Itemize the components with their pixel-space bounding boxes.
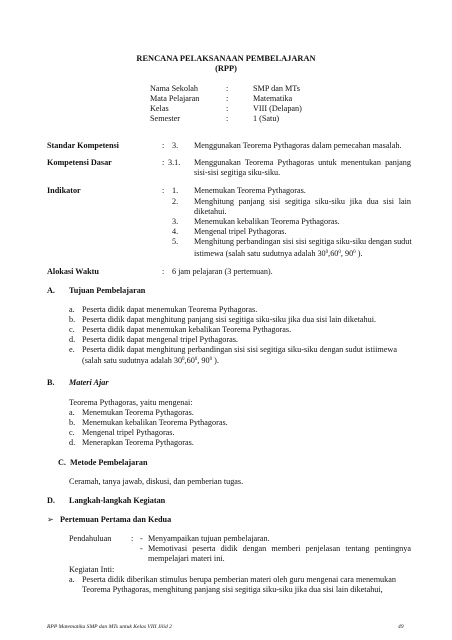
dasar-text-line2: sisi-sisi segitiga siku-siku. — [194, 168, 281, 177]
identity-label: Mata Pelajaran — [150, 94, 200, 103]
pendahuluan-sep: : — [131, 534, 134, 543]
section-c-letter: C. — [58, 458, 66, 467]
list-marker: b. — [69, 315, 76, 324]
section-d-letter: D. — [47, 496, 55, 505]
list-item: Menerapkan Teorema Pythagoras. — [82, 438, 194, 447]
list-item: Menemukan kebalikan Teorema Pythagoras. — [82, 418, 228, 427]
list-item: Menemukan Teorema Pythagoras. — [82, 408, 194, 417]
list-marker: b. — [69, 418, 76, 427]
kegiatan-inti-label: Kegiatan Inti: — [69, 565, 115, 574]
list-item: Peserta didik dapat menemukan kebalikan Teorema Pythagoras. — [82, 325, 292, 334]
list-marker: e. — [69, 345, 75, 354]
section-b-letter: B. — [47, 378, 55, 387]
dash-marker: - — [140, 534, 143, 543]
indikator-item: Mengenal tripel Pythagoras. — [194, 227, 287, 236]
list-marker: a. — [69, 575, 75, 584]
dasar-num: 3.1. — [168, 158, 181, 167]
indikator-num: 5. — [172, 237, 179, 246]
pendahuluan-label: Pendahuluan — [69, 534, 112, 543]
section-d-title: Langkah-langkah Kegiatan — [69, 496, 166, 505]
list-marker: c. — [69, 325, 75, 334]
identity-sep: : — [226, 104, 229, 113]
section-c-text: Ceramah, tanya jawab, diskusi, dan pemberian tugas. — [69, 477, 244, 486]
dasar-text-line1: Menggunakan Teorema Pythagoras untuk menentukan panjang — [194, 158, 411, 167]
pendahuluan-item: Memotivasi peserta didik dengan memberi penjelasan tentang pentingnya — [148, 544, 411, 553]
indikator-sep: : — [162, 186, 165, 195]
document-subtitle: (RPP) — [215, 64, 237, 73]
indikator-num: 4. — [172, 227, 179, 236]
section-b-intro: Teorema Pythagoras, yaitu mengenai: — [69, 398, 193, 407]
indikator-item: Menghitung perbandingan sisi sisi segitiga siku-siku dengan sudut — [194, 237, 412, 246]
pendahuluan-item-cont: mempelajari materi ini. — [148, 554, 225, 563]
document-title: RENCANA PELAKSANAAN PEMBELAJARAN — [136, 54, 316, 63]
page-number: 49 — [398, 624, 404, 630]
list-item: Mengenal tripel Pythagoras. — [82, 428, 175, 437]
alokasi-text: 6 jam pelajaran (3 pertemuan). — [172, 267, 273, 276]
indikator-label: Indikator — [47, 186, 81, 195]
list-marker: d. — [69, 438, 76, 447]
indikator-item-cont: diketahui. — [194, 207, 227, 216]
identity-sep: : — [226, 84, 229, 93]
standar-num: 3. — [172, 141, 179, 150]
dash-marker: - — [140, 544, 143, 553]
identity-label: Kelas — [150, 104, 169, 113]
indikator-item-cont: istimewa (salah satu sudutnya adalah $30^0,60^0$, $90^0$ ). — [194, 249, 363, 258]
list-marker: c. — [69, 428, 75, 437]
list-item: Peserta didik dapat menghitung perbandingan sisi sisi segitiga siku-siku dengan sudut istiimewa — [82, 345, 397, 354]
identity-value: Matematika — [253, 94, 293, 103]
standar-text: Menggunakan Teorema Pythagoras dalam pemecahan masalah. — [194, 141, 402, 150]
indikator-num: 1. — [172, 186, 179, 195]
identity-label: Semester — [150, 114, 181, 123]
section-a-title: Tujuan Pembelajaran — [69, 286, 146, 295]
list-marker: a. — [69, 408, 75, 417]
identity-sep: : — [226, 94, 229, 103]
section-b-title: Materi Ajar — [69, 378, 109, 387]
arrow-bullet-icon: ➢ — [47, 515, 54, 524]
identity-value: VIII (Delapan) — [253, 104, 302, 113]
alokasi-sep: : — [162, 267, 165, 276]
section-c-title: Metode Pembelajaran — [70, 458, 148, 467]
identity-label: Nama Sekolah — [150, 84, 198, 93]
indikator-item: Menemukan kebalikan Teorema Pythagoras. — [194, 217, 340, 226]
standar-kompetensi-label: Standar Kompetensi — [47, 141, 119, 150]
pertemuan-title: Pertemuan Pertama dan Kedua — [60, 515, 172, 524]
list-item: Peserta didik dapat mengenal tripel Pythagoras. — [82, 335, 238, 344]
indikator-num: 2. — [172, 197, 179, 206]
list-item-cont: (salah satu sudutnya adalah $30^0,60^0$, $90^0$ ). — [82, 356, 219, 365]
identity-sep: : — [226, 114, 229, 123]
kegiatan-inti-line2: Teorema Pythagoras, menghitung panjang sisi segitiga siku-siku jika dua sisi lain diketahui, — [82, 585, 383, 594]
alokasi-waktu-label: Alokasi Waktu — [47, 267, 99, 276]
kegiatan-inti-line1: Peserta didik diberikan stimulus berupa pemberian materi oleh guru mengenai cara menemukan — [82, 575, 396, 584]
list-marker: a. — [69, 305, 75, 314]
indikator-item: Menemukan Teorema Pythagoras. — [194, 186, 306, 195]
identity-value: SMP dan MTs — [253, 84, 300, 93]
indikator-num: 3. — [172, 217, 179, 226]
standar-sep: : — [162, 141, 165, 150]
pendahuluan-item: Menyampaikan tujuan pembelajaran. — [148, 534, 270, 543]
identity-value: 1 (Satu) — [253, 114, 280, 123]
list-item: Peserta didik dapat menemukan Teorema Pythagoras. — [82, 305, 258, 314]
list-marker: d. — [69, 335, 76, 344]
indikator-item: Menghitung panjang sisi segitiga siku-siku jika dua sisi lain — [194, 197, 411, 206]
kompetensi-dasar-label: Kompetensi Dasar — [47, 158, 112, 167]
section-a-letter: A. — [47, 286, 55, 295]
dasar-sep: : — [162, 158, 165, 167]
footer-left: RPP Matematika SMP dan MTs untuk Kelas VIII Jilid 2 — [47, 624, 172, 630]
list-item: Peserta didik dapat menghitung panjang sisi segitiga siku-siku jika dua sisi lain diketahui. — [82, 315, 377, 324]
